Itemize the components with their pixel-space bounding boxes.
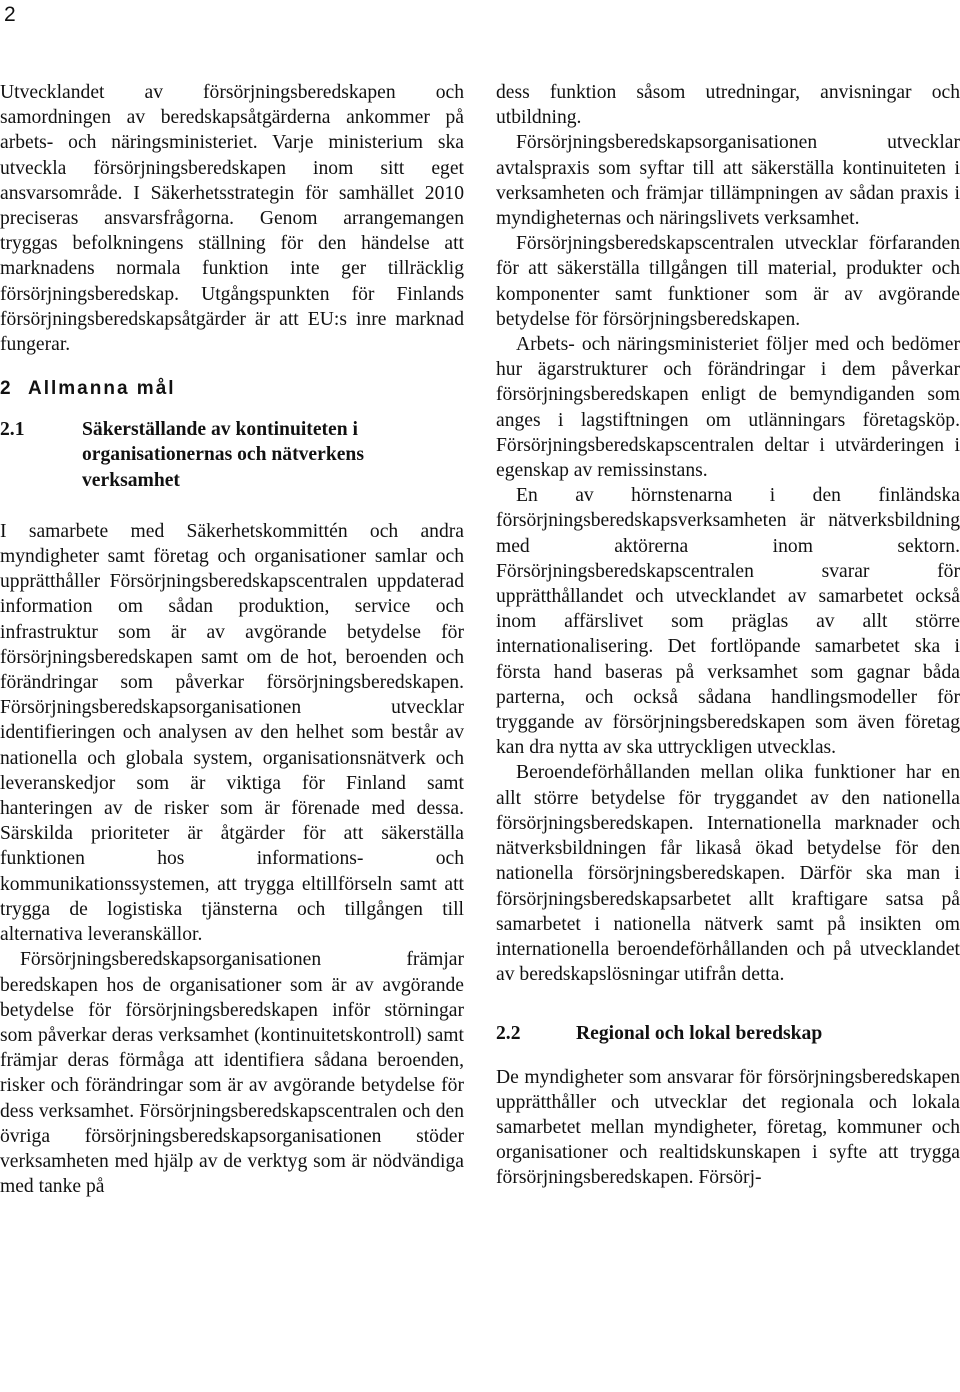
body-paragraph: Arbets- och näringsministeriet följer med och bedömer hur ägarstrukturer och förändringar i dem påverkar försörjningsberedskapen enligt de bemyndiganden som anges i lagstiftningen om utlänningars företagsköp. Försörjningsberedskapscentralen deltar i utvärderingen i egenskap av remissinstans. [496, 334, 960, 482]
intro-paragraph: Utvecklandet av försörjningsberedskapen och samordningen av beredskapsåtgärderna ankommer på arbets- och näringsministeriet. Varje ministerium ska utveckla försörjningsberedskapen inom sitt eget ansvarsområde. I Säkerhetsstrategin för samhället 2010 preciseras ansvarsfrågorna. Genom arrangemangen tryggas befolkningens ställning för den händelse att marknadens normala funktion inte ger tillräcklig försörjningsberedskap. Utgångspunkten för Finlands försörjningsberedskapsåtgärder är att EU:s inre marknad fungerar. [0, 82, 464, 356]
body-paragraph: I samarbete med Säkerhetskommittén och andra myndigheter samt företag och organisationer samlar och upprätthåller Försörjningsberedskapscentralen uppdaterad information om sådan produktion, service och infrastruktur som är av avgörande betydelse för försörjningsberedskapen samt om de hot, beroenden och förändringar som påverkar försörjningsberedskapen. Försörjningsberedskapsorganisationen utvecklar identifieringen och analysen av den helhet som består av nationella och globala system, organisationsnätverk och leveranskedjor som är viktiga för Finland samt hanteringen av de risker som är förenade med dessa. Särskilda prioriteter är åtgärder för att säkerställa funktionen hos informations- och kommunikationssystemen, att trygga eltillförseln samt att trygga de logistiska tjänsterna och tillgången till alternativa leveranskällor. [0, 520, 464, 946]
right-column [496, 80, 960, 1191]
body-paragraph: dess funktion såsom utredningar, anvisningar och utbildning. [496, 82, 960, 129]
body-paragraph: Beroendeförhållanden mellan olika funktioner har en allt större betydelse för tryggandet av den nationella försörjningsberedskapen. Internationella marknader och nätverksbildningen får likaså ökad betydelse för den nationella försörjningsberedskapen. Därför ska man i försörjningsberedskapsarbetet allt kraftigare satsa på samarbetet i nationella nätverk samt på insikten om internationella beroendeförhållanden och på utvecklandet av beredskapslösningar utifrån detta. [496, 762, 960, 986]
body-paragraph: En av hörnstenarna i den finländska försörjningsberedskapsverksamheten är nätverksbildning med aktörerna inom sektorn. Försörjningsberedskapscentralen svarar för upprätthållandet och utvecklandet av samarbetet också inom affärslivet som präglas av allt större internationalisering. Det fortlöpande samarbetet ska i första hand baseras på verksamhet som gagnar båda parterna, och också sådana handlingsmodeller för tryggande av försörjningsberedskapen som även företag kan dra nytta av ska uttryckligen utvecklas. [496, 485, 960, 759]
body-paragraph: Försörjningsberedskapsorganisationen utvecklar avtalspraxis som syftar till att säkerställa kontinuiteten i verksamheten och främjar tillämpningen av sådan praxis i myndigheternas och näringslivets verksamhet. [496, 132, 960, 230]
body-paragraph: Försörjningsberedskapsorganisationen främjar beredskapen hos de organisationer som är av avgörande betydelse för försörjningsberedskapen inför störningar som påverkar deras verksamhet (kontinuitetskontroll) samt främjar deras förmåga att identifiera sådana beroenden, risker och förändringar som är av avgörande betydelse för dess verksamhet. Försörjningsberedskapscentralen och den övriga försörjningsberedskapsorganisationen stöder verksamheten med hjälp av de verktyg som är nödvändiga med tanke på [0, 949, 464, 1198]
left-column [0, 80, 464, 1199]
section-heading [0, 376, 464, 401]
subsection-number: 2.1 [0, 419, 25, 441]
subsection-title: Säkerställande av kontinuiteten i organisationernas och nätverkens verksamhet [82, 419, 364, 491]
page-number: 2 [4, 3, 16, 26]
body-paragraph: De myndigheter som ansvarar för försörjningsberedskapen upprätthåller och utvecklar det regionala och lokala samarbetet mellan myndigheter, företag, kommuner och organisationer och realtidskunskapen i syfte att trygga försörjningsberedskapen. Försörj- [496, 1066, 960, 1189]
subsection-heading [0, 417, 464, 493]
subsection-number: 2.2 [496, 1023, 521, 1045]
section-title: Allmanna mål [28, 378, 176, 400]
section-number: 2 [0, 378, 11, 400]
subsection-title: Regional och lokal beredskap [576, 1023, 823, 1045]
body-paragraph: Försörjningsberedskapscentralen utvecklar förfaranden för att säkerställa tillgången till material, produkter och komponenter samt funktioner som är av avgörande betydelse för försörjningsberedskapen. [496, 233, 960, 330]
subsection-heading [496, 1021, 960, 1046]
